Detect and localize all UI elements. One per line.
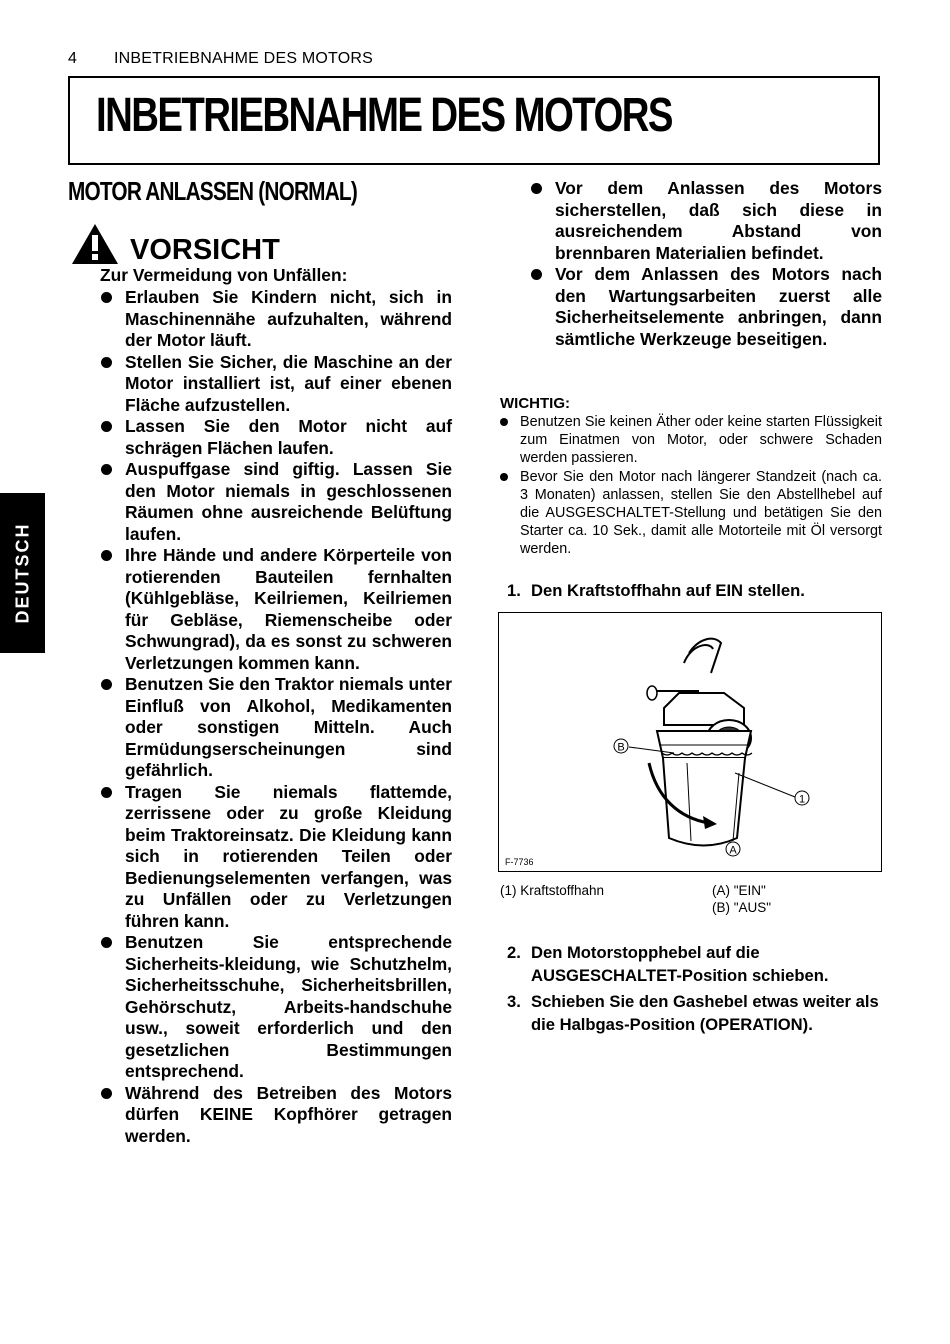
caution-list (101, 287, 452, 1147)
caution-item: Vor dem Anlassen des Motors sicherstellen, daß sich diese in ausreichendem Abstand von brennbaren Materialien befindet. (531, 178, 882, 264)
fuel-valve-figure (498, 612, 882, 872)
callout-1: 1 (798, 793, 806, 806)
bullet-icon (101, 787, 112, 798)
title-box (68, 76, 880, 165)
bullet-icon (101, 292, 112, 303)
important-item: Bevor Sie den Motor nach längerer Standzeit (nach ca. 3 Monaten) anlassen, stellen Sie den Abstellhebel auf die AUSGESCHALTET-Stellung und betätigen Sie den Starter ca. 10 Sek., damit alle Motorteile mit Öl versorgt werden. (500, 468, 882, 559)
bullet-icon (101, 679, 112, 690)
caution-item: Lassen Sie den Motor nicht auf schrägen Flächen laufen. (101, 416, 452, 459)
figure-code: F-7736 (505, 857, 534, 867)
callout-b: B (617, 741, 625, 754)
bullet-icon (531, 269, 542, 280)
page-title: INBETRIEBNAHME DES MOTORS (96, 89, 672, 142)
bullet-icon (500, 418, 508, 426)
caution-intro: Zur Vermeidung von Unfällen: (100, 265, 348, 285)
bullet-icon (101, 464, 112, 475)
bullet-icon (101, 357, 112, 368)
page-number: 4 (68, 50, 78, 67)
bullet-icon (101, 1088, 112, 1099)
bullet-icon (101, 550, 112, 561)
caution-item: Ihre Hände und andere Körperteile von rotierenden Bauteilen fernhalten (Kühlgebläse, Keilriemen, Keilriemen für Gebläse, Riemenscheibe oder Schwungrad), da es sonst zu schweren Verletzungen kommen kann. (101, 545, 452, 674)
steps-list (507, 942, 882, 1040)
language-side-tab (0, 493, 45, 653)
fuel-filter-illustration (499, 613, 881, 871)
caution-title: VORSICHT (130, 234, 280, 266)
warning-triangle-icon (70, 222, 120, 266)
callout-a: A (729, 844, 737, 857)
side-tab-label: DEUTSCH (12, 522, 32, 624)
caution-item: Stellen Sie Sicher, die Maschine an der Motor installiert ist, auf einer ebenen Fläche aufzustellen. (101, 352, 452, 417)
bullet-icon (531, 183, 542, 194)
running-header (68, 50, 373, 68)
step-item: 3. Schieben Sie den Gashebel etwas weiter als die Halbgas-Position (OPERATION). (507, 992, 879, 1034)
caution-item: Vor dem Anlassen des Motors nach den Wartungsarbeiten zuerst alle Sicherheitselemente anbringen, dann sämtliche Werkzeuge beseitigen. (531, 264, 882, 350)
caution-list-continued (531, 178, 882, 350)
step-item: 1. Den Kraftstoffhahn auf EIN stellen. (507, 581, 805, 600)
step-item: 2. Den Motorstopphebel auf die AUSGESCHALTET-Position schieben. (507, 943, 829, 985)
important-label: WICHTIG: (500, 395, 570, 412)
steps-list (507, 580, 882, 607)
bullet-icon (500, 473, 508, 481)
caution-item: Benutzen Sie den Traktor niemals unter Einfluß von Alkohol, Medikamenten oder sonstigen Mitteln. Auch Ermüdungserscheinungen sind gefährlich. (101, 674, 452, 782)
figure-legend-item: (1) Kraftstoffhahn (500, 883, 605, 898)
caution-item: Erlauben Sie Kindern nicht, sich in Maschinennähe aufzuhalten, während der Motor läuft. (101, 287, 452, 352)
bullet-icon (101, 937, 112, 948)
caution-item: Auspuffgase sind giftig. Lassen Sie den Motor niemals in geschlossenen Räumen ohne ausreichende Belüftung laufen. (101, 459, 452, 545)
caution-item: Tragen Sie niemals flattemde, zerrissene oder zu große Kleidung beim Traktoreinsatz. Die Kleidung kann sich in rotierenden Teilen oder Bedienungselementen verfangen, was zu Unfällen oder zu Verletzungen führen kann. (101, 782, 452, 933)
important-note (500, 395, 882, 559)
section-heading: MOTOR ANLASSEN (NORMAL) (68, 176, 357, 206)
important-item: Benutzen Sie keinen Äther oder keine starten Flüssigkeit zum Einatmen von Motor, oder schwere Schaden werden passieren. (500, 413, 882, 468)
bullet-icon (101, 421, 112, 432)
running-title: INBETRIEBNAHME DES MOTORS (114, 50, 373, 67)
caution-item: Benutzen Sie entsprechende Sicherheits-kleidung, wie Schutzhelm, Sicherheitsschuhe, Sicherheitsbrillen, Gehörschutz, Arbeits-handschuhe usw., soweit erforderlich und den gesetzlichen Bestimmungen entsprechend. (101, 932, 452, 1083)
important-list (500, 413, 882, 559)
figure-legend-item: (B) "AUS" (712, 900, 772, 915)
caution-item: Während des Betreiben des Motors dürfen KEINE Kopfhörer getragen werden. (101, 1083, 452, 1148)
figure-legend-item: (A) "EIN" (712, 883, 766, 898)
